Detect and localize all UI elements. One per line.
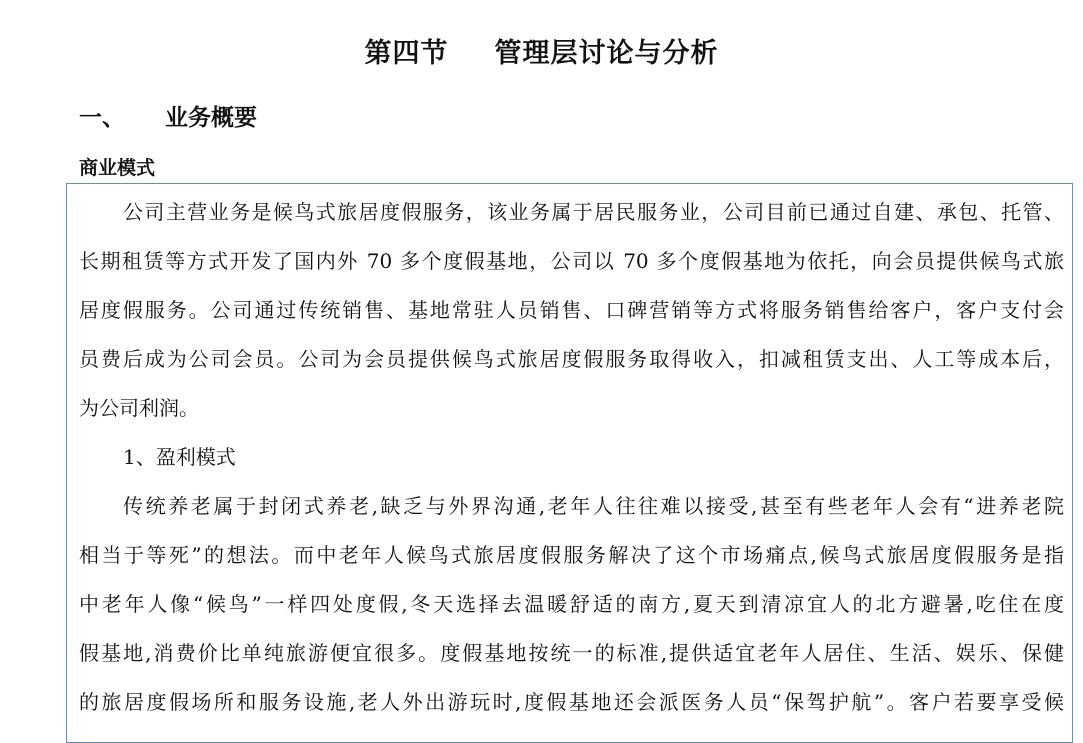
paragraph-line: 公司主营业务是候鸟式旅居度假服务，该业务属于居民服务业，公司目前已通过自建、承包、托管、: [123, 200, 1064, 224]
paragraph-line: 的旅居度假场所和服务设施,老人外出游玩时,度假基地还会派医务人员“保驾护航”。客户若要享受候: [79, 690, 1064, 714]
paragraph-line: 传统养老属于封闭式养老,缺乏与外界沟通,老年人往往难以接受,甚至有些老年人会有“进养老院: [123, 494, 1064, 518]
paragraph-line: 为公司利润。: [79, 396, 199, 420]
profit-model-heading: 1、盈利模式: [123, 445, 236, 469]
subsection-heading: 商业模式: [79, 157, 156, 179]
section-heading: [79, 100, 257, 136]
section-number: 一、: [79, 105, 125, 131]
page-title-text: 管理层讨论与分析: [494, 38, 719, 69]
page-title-chapter: 第四节: [364, 38, 449, 69]
paragraph-line: 假基地,消费价比单纯旅游便宜很多。度假基地按统一的标准,提供适宜老年人居住、生活、娱乐、保健: [79, 641, 1064, 665]
section-title: 业务概要: [165, 105, 257, 131]
paragraph-line: 相当于等死”的想法。而中老年人候鸟式旅居度假服务解决了这个市场痛点,候鸟式旅居度假服务是指: [79, 543, 1064, 567]
paragraph-line: 居度假服务。公司通过传统销售、基地常驻人员销售、口碑营销等方式将服务销售给客户，客户支付会: [79, 298, 1064, 322]
paragraph-line: 员费后成为公司会员。公司为会员提供候鸟式旅居度假服务取得收入，扣减租赁支出、人工等成本后，: [79, 347, 1064, 371]
body-text: [79, 188, 1064, 727]
paragraph-line: 中老年人像“候鸟”一样四处度假,冬天选择去温暖舒适的南方,夏天到清凉宜人的北方避暑,吃住在度: [79, 592, 1064, 616]
page-title: [0, 34, 1083, 74]
paragraph-line: 长期租赁等方式开发了国内外 70 多个度假基地，公司以 70 多个度假基地为依托，向会员提供候鸟式旅: [79, 249, 1064, 273]
